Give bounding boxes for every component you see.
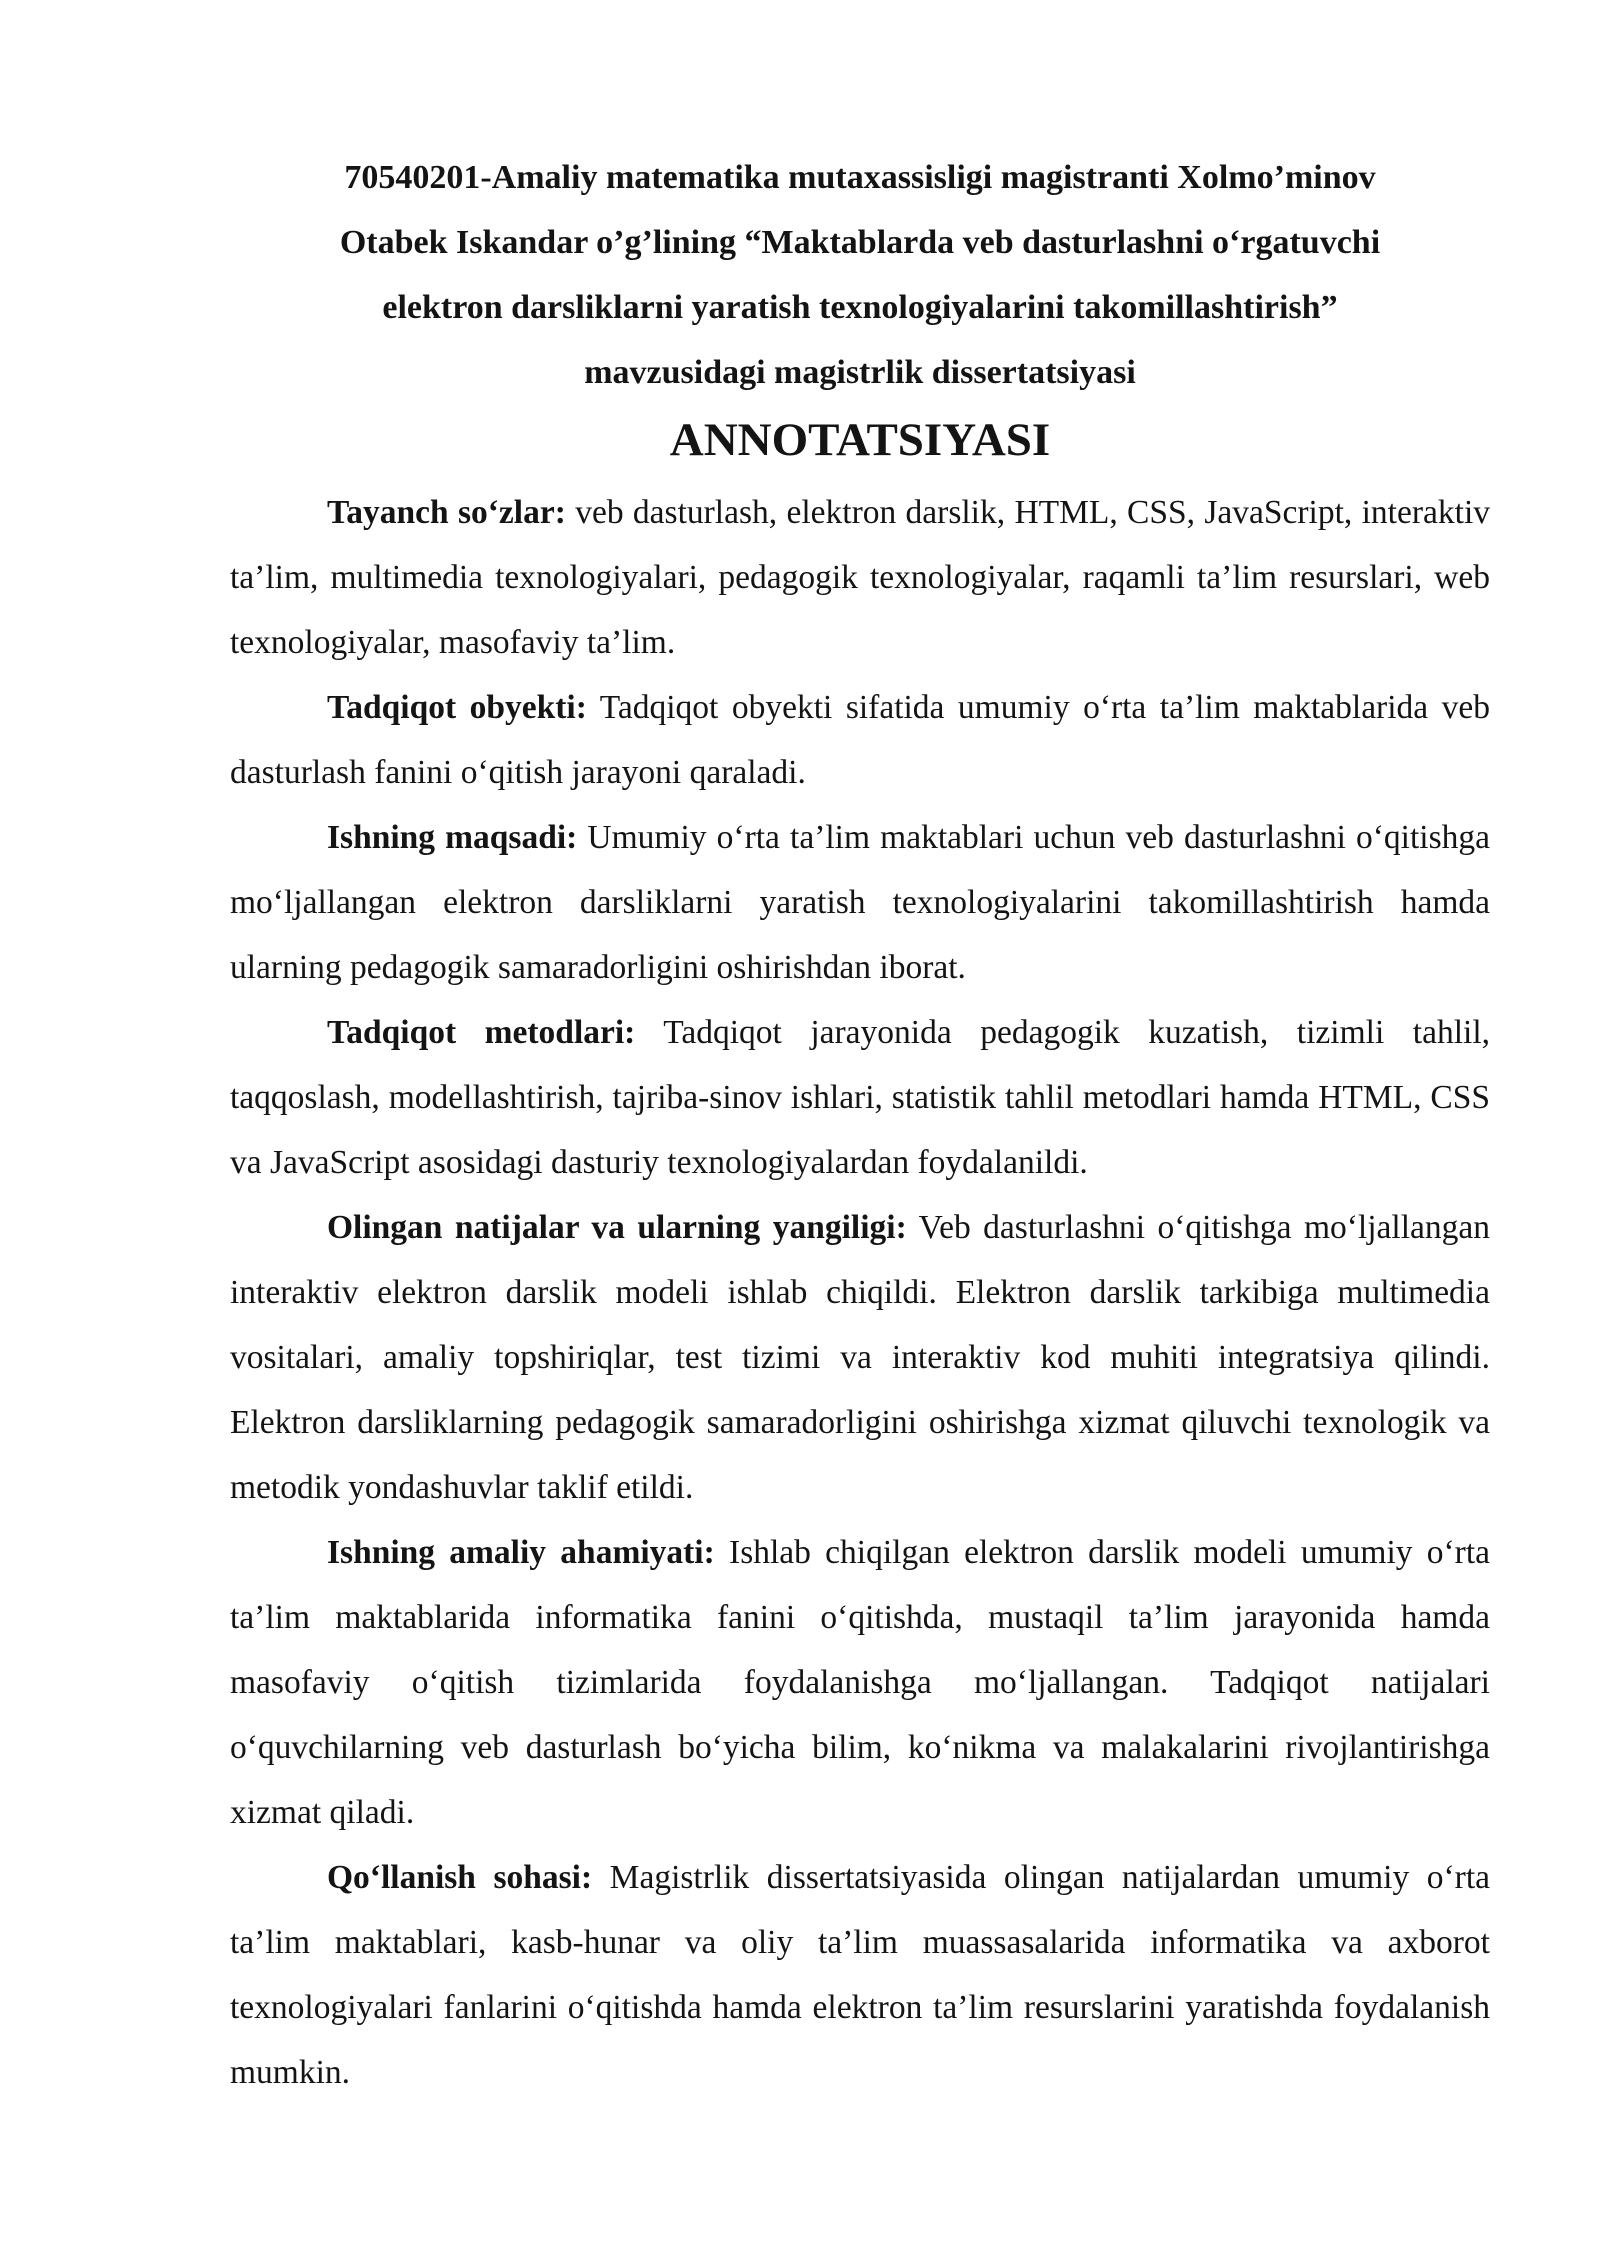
title-line: Otabek Iskandar o’g’lining “Maktablarda veb dasturlashni o‘rgatuvchi xyxy=(339,224,1381,261)
research-object-paragraph xyxy=(230,675,1490,805)
annotation-heading: ANNOTATSIYASI xyxy=(669,414,1051,466)
keywords-paragraph xyxy=(230,480,1490,675)
title-line: mavzusidagi magistrlik dissertatsiyasi xyxy=(584,354,1136,391)
paragraph-text: Magistrlik dissertatsiyasida olingan natijalardan umumiy o‘rta ta’lim maktablari, kasb-hunar va oliy ta’lim muassasalarida informatika va axborot texnologiyalari fanlarini o‘qitishda hamda elektron ta’lim resurslarini yaratishda foydalanish mumkin. xyxy=(230,1859,1490,2091)
results-novelty-paragraph xyxy=(230,1195,1490,1520)
paragraph-label: Ishning maqsadi: xyxy=(327,819,578,856)
paragraph-label: Olingan natijalar va ularning yangiligi: xyxy=(327,1209,907,1246)
practical-significance-paragraph xyxy=(230,1520,1490,1845)
paragraph-label: Tayanch so‘zlar: xyxy=(327,494,566,531)
paragraph-text: Umumiy o‘rta ta’lim maktablari uchun veb dasturlashni o‘qitishga mo‘ljallangan elektron darsliklarni yaratish texnologiyalarini takomillashtirish hamda ularning pedagogik samaradorligini oshirishdan iborat. xyxy=(230,819,1490,986)
paragraph-label: Qo‘llanish sohasi: xyxy=(327,1859,593,1896)
title-line: 70540201-Amaliy matematika mutaxassisligi magistranti Xolmo’minov xyxy=(344,159,1376,196)
paragraph-text: veb dasturlash, elektron darslik, HTML, CSS, JavaScript, interaktiv ta’lim, multimedia texnologiyalari, pedagogik texnologiyalar, raqamli ta’lim resurslari, web texnologiyalar, masofaviy ta’lim. xyxy=(230,494,1490,661)
paragraph-text: Veb dasturlashni o‘qitishga mo‘ljallangan interaktiv elektron darslik modeli ishlab chiqildi. Elektron darslik tarkibiga multimedia vositalari, amaliy topshiriqlar, test tizimi va interaktiv kod muhiti integratsiya qilindi. Elektron darsliklarning pedagogik samaradorligini oshirishga xizmat qiluvchi texnologik va metodik yondashuvlar taklif etildi. xyxy=(230,1209,1491,1506)
research-goal-paragraph xyxy=(230,805,1490,1000)
paragraph-label: Ishning amaliy ahamiyati: xyxy=(327,1534,715,1571)
paragraph-label: Tadqiqot metodlari: xyxy=(327,1014,636,1051)
research-methods-paragraph xyxy=(230,1000,1490,1195)
document-title xyxy=(230,145,1490,405)
annotation-body xyxy=(230,480,1490,2105)
paragraph-text: Ishlab chiqilgan elektron darslik modeli umumiy o‘rta ta’lim maktablarida informatika fanini o‘qitishda, mustaqil ta’lim jarayonida hamda masofaviy o‘qitish tizimlarida foydalanishga mo‘ljallangan. Tadqiqot natijalari o‘quvchilarning veb dasturlash bo‘yicha bilim, ko‘nikma va malakalarini rivojlantirishga xizmat qiladi. xyxy=(230,1534,1490,1831)
application-area-paragraph xyxy=(230,1845,1490,2105)
paragraph-text: Tadqiqot jarayonida pedagogik kuzatish, tizimli tahlil, taqqoslash, modellashtirish, tajriba-sinov ishlari, statistik tahlil metodlari hamda HTML, CSS va JavaScript asosidagi dasturiy texnologiyalardan foydalanildi. xyxy=(230,1014,1490,1181)
title-line: elektron darsliklarni yaratish texnologiyalarini takomillashtirish” xyxy=(382,289,1338,326)
paragraph-text: Tadqiqot obyekti sifatida umumiy o‘rta ta’lim maktablarida veb dasturlash fanini o‘qitish jarayoni qaraladi. xyxy=(230,689,1490,791)
paragraph-label: Tadqiqot obyekti: xyxy=(327,689,587,726)
